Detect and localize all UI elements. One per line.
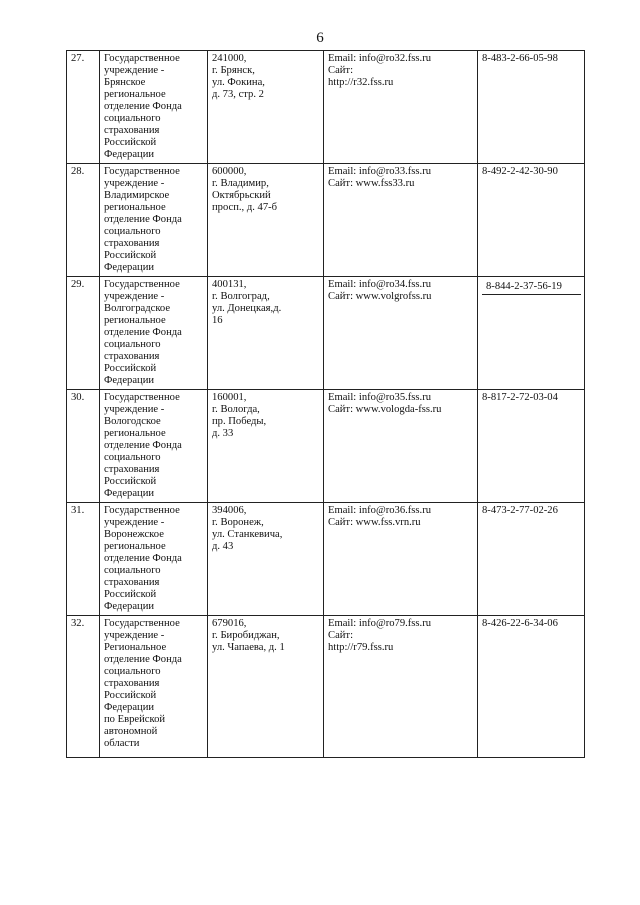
name-line: страхования	[104, 238, 160, 249]
phone-number: 8-426-22-6-34-06	[482, 618, 558, 629]
email-text: Email: info@ro32.fss.ru	[328, 53, 432, 64]
name-line: Государственное	[104, 279, 180, 290]
name-line: Федерации	[104, 488, 155, 499]
name-line: страхования	[104, 577, 160, 588]
name-line: Федерации	[104, 702, 155, 713]
address-line: д. 43	[212, 541, 234, 552]
table-row	[67, 616, 585, 758]
contacts	[324, 390, 478, 503]
address-line: 394006,	[212, 505, 247, 516]
name-line: Федерации	[104, 149, 155, 160]
address	[208, 390, 324, 503]
name-line: региональное	[104, 428, 166, 439]
row-number: 30.	[67, 390, 100, 503]
name-line: Российской	[104, 690, 157, 701]
address-line: г. Волгоград,	[212, 291, 270, 302]
name-line: Федерации	[104, 375, 155, 386]
address-line: г. Брянск,	[212, 65, 255, 76]
address	[208, 616, 324, 758]
phone-number: 8-492-2-42-30-90	[482, 166, 558, 177]
address-line: г. Владимир,	[212, 178, 269, 189]
phone-number: 8-817-2-72-03-04	[482, 392, 558, 403]
name-line: социального	[104, 666, 161, 677]
name-line: социального	[104, 452, 161, 463]
name-line: региональное	[104, 315, 166, 326]
name-line: Региональное	[104, 642, 167, 653]
website-label: Сайт:	[328, 65, 354, 76]
email-text: Email: info@ro33.fss.ru	[328, 166, 432, 177]
address-line: просп., д. 47-б	[212, 202, 278, 213]
name-line: отделение Фонда	[104, 553, 182, 564]
name-line: Государственное	[104, 392, 180, 403]
address-line: ул. Чапаева, д. 1	[212, 642, 285, 653]
name-line: Воронежское	[104, 529, 164, 540]
name-line: социального	[104, 113, 161, 124]
name-line: социального	[104, 226, 161, 237]
address-line: 241000,	[212, 53, 247, 64]
address-line: 600000,	[212, 166, 247, 177]
page-number: 6	[316, 30, 324, 46]
name-line: отделение Фонда	[104, 214, 182, 225]
address-line: ул. Станкевича,	[212, 529, 283, 540]
name-line: отделение Фонда	[104, 440, 182, 451]
contacts	[324, 164, 478, 277]
table-body	[67, 51, 585, 758]
phone-number: 8-483-2-66-05-98	[482, 53, 558, 64]
contacts	[324, 51, 478, 164]
website-text: Сайт: www.fss33.ru	[328, 178, 415, 189]
name-line: отделение Фонда	[104, 327, 182, 338]
name-line: страхования	[104, 464, 160, 475]
name-line: учреждение -	[104, 630, 165, 641]
organization-name	[100, 390, 208, 503]
email-text: Email: info@ro79.fss.ru	[328, 618, 432, 629]
website-text: Сайт: www.volgrofss.ru	[328, 291, 432, 302]
organization-name	[100, 164, 208, 277]
email-text: Email: info@ro35.fss.ru	[328, 392, 432, 403]
address-line: 400131,	[212, 279, 247, 290]
name-line: Брянское	[104, 77, 146, 88]
name-line: по Еврейской	[104, 714, 166, 725]
name-line: Федерации	[104, 262, 155, 273]
name-line: региональное	[104, 202, 166, 213]
name-line: Федерации	[104, 601, 155, 612]
email-text: Email: info@ro34.fss.ru	[328, 279, 432, 290]
row-number: 31.	[67, 503, 100, 616]
phone	[478, 277, 585, 390]
organization-name	[100, 616, 208, 758]
row-number: 27.	[67, 51, 100, 164]
address-line: ул. Донецкая,д.	[212, 303, 282, 314]
phone	[478, 164, 585, 277]
contacts	[324, 503, 478, 616]
address-line: г. Вологда,	[212, 404, 260, 415]
phone	[478, 503, 585, 616]
address-line: 679016,	[212, 618, 247, 629]
name-line: Российской	[104, 250, 157, 261]
website-url: http://r32.fss.ru	[328, 77, 394, 88]
contacts	[324, 616, 478, 758]
contacts	[324, 277, 478, 390]
address	[208, 51, 324, 164]
empty-subcell	[482, 295, 581, 315]
name-line: Российской	[104, 589, 157, 600]
name-line: Государственное	[104, 618, 180, 629]
website-text: Сайт: www.fss.vrn.ru	[328, 517, 421, 528]
row-number: 32.	[67, 616, 100, 758]
address-line: 16	[212, 315, 223, 326]
name-line: отделение Фонда	[104, 654, 182, 665]
email-text: Email: info@ro36.fss.ru	[328, 505, 432, 516]
name-line: страхования	[104, 678, 160, 689]
table-row	[67, 503, 585, 616]
phone-number: 8-473-2-77-02-26	[482, 505, 558, 516]
phone	[478, 51, 585, 164]
name-line: Российской	[104, 363, 157, 374]
phone-number: 8-844-2-37-56-19	[486, 281, 562, 292]
name-line: автономной	[104, 726, 158, 737]
name-line: страхования	[104, 351, 160, 362]
address-line: г. Биробиджан,	[212, 630, 280, 641]
name-line: страхования	[104, 125, 160, 136]
name-line: Вологодское	[104, 416, 161, 427]
address-line: г. Воронеж,	[212, 517, 264, 528]
name-line: учреждение -	[104, 65, 165, 76]
name-line: области	[104, 738, 140, 749]
name-line: социального	[104, 339, 161, 350]
name-line: Государственное	[104, 505, 180, 516]
table-row	[67, 390, 585, 503]
address-line: ул. Фокина,	[212, 77, 265, 88]
address-line: пр. Победы,	[212, 416, 267, 427]
name-line: отделение Фонда	[104, 101, 182, 112]
address-line: Октябрьский	[212, 190, 271, 201]
name-line: социального	[104, 565, 161, 576]
address-line: 160001,	[212, 392, 247, 403]
name-line: учреждение -	[104, 178, 165, 189]
name-line: Волгоградское	[104, 303, 171, 314]
phone	[478, 616, 585, 758]
name-line: Владимирское	[104, 190, 170, 201]
name-line: региональное	[104, 541, 166, 552]
address-line: д. 33	[212, 428, 234, 439]
name-line: Государственное	[104, 53, 180, 64]
row-number: 28.	[67, 164, 100, 277]
address	[208, 277, 324, 390]
name-line: Российской	[104, 476, 157, 487]
organization-name	[100, 51, 208, 164]
organization-name	[100, 503, 208, 616]
address	[208, 164, 324, 277]
address-line: д. 73, стр. 2	[212, 89, 264, 100]
organization-name	[100, 277, 208, 390]
fss-offices-table	[66, 50, 585, 758]
name-line: Государственное	[104, 166, 180, 177]
website-label: Сайт:	[328, 630, 354, 641]
row-number: 29.	[67, 277, 100, 390]
address	[208, 503, 324, 616]
name-line: Российской	[104, 137, 157, 148]
website-text: Сайт: www.vologda-fss.ru	[328, 404, 442, 415]
table-row	[67, 51, 585, 164]
name-line: региональное	[104, 89, 166, 100]
phone	[478, 390, 585, 503]
name-line: учреждение -	[104, 404, 165, 415]
name-line: учреждение -	[104, 291, 165, 302]
table-row	[67, 164, 585, 277]
website-url: http://r79.fss.ru	[328, 642, 394, 653]
name-line: учреждение -	[104, 517, 165, 528]
table-row	[67, 277, 585, 390]
